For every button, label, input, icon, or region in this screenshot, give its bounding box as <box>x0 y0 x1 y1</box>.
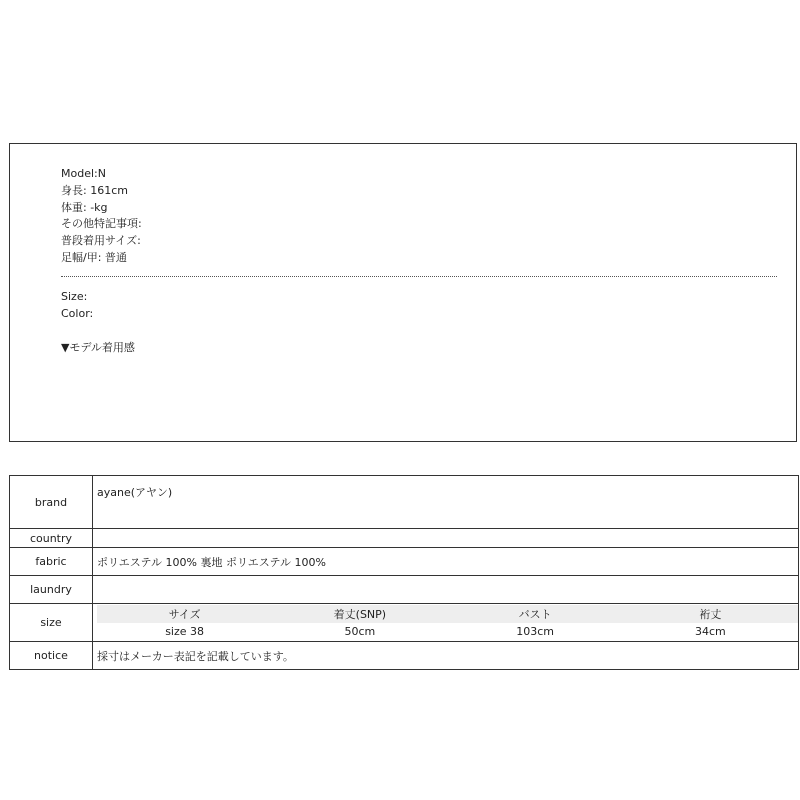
size-value-size: size 38 <box>165 625 205 638</box>
size-value-bust: 103cm <box>516 625 554 638</box>
table-row-notice <box>10 642 799 670</box>
size-chart-cell <box>93 604 799 642</box>
laundry-value <box>93 576 799 604</box>
model-feel-heading: ▼モデル着用感 <box>61 341 135 354</box>
worn-size-label: Size: <box>61 290 88 303</box>
brand-value: ayane(アヤン) <box>93 476 799 529</box>
worn-color-label: Color: <box>61 306 94 320</box>
laundry-label: laundry <box>10 576 93 604</box>
model-details <box>61 166 142 267</box>
brand-label: brand <box>10 476 93 529</box>
worn-spec <box>61 289 93 323</box>
model-height: 身長: 161cm <box>61 183 128 197</box>
table-row-country <box>10 529 799 548</box>
size-value-length: 50cm <box>344 625 376 638</box>
size-header-bust: バスト <box>448 605 623 623</box>
size-chart <box>97 605 798 641</box>
size-header-size: サイズ <box>97 605 272 623</box>
model-foot-width: 足幅/甲: 普通 <box>61 250 127 264</box>
size-chart-row <box>97 623 798 641</box>
table-row-fabric <box>10 548 799 576</box>
model-usual-size: 普段着用サイズ: <box>61 234 141 248</box>
size-header-length: 着丈(SNP) <box>272 605 447 623</box>
size-chart-header <box>97 605 798 623</box>
size-header-sleeve: 裄丈 <box>623 605 798 623</box>
table-row-size <box>10 604 799 642</box>
notice-label: notice <box>10 642 93 670</box>
table-row-laundry <box>10 576 799 604</box>
country-value <box>93 529 799 548</box>
dotted-divider <box>61 276 777 277</box>
country-label: country <box>10 529 93 548</box>
model-weight: 体重: -kg <box>61 200 108 214</box>
fabric-value: ポリエステル 100% 裏地 ポリエステル 100% <box>93 548 799 576</box>
model-name: Model:N <box>61 167 106 180</box>
size-label: size <box>10 604 93 642</box>
notice-value: 採寸はメーカー表記を記載しています。 <box>93 642 799 670</box>
size-value-sleeve: 34cm <box>694 625 726 638</box>
product-info-table <box>9 475 799 670</box>
model-notes: その他特記事項: <box>61 217 142 231</box>
table-row-brand <box>10 476 799 529</box>
fabric-label: fabric <box>10 548 93 576</box>
model-info-box <box>9 143 797 442</box>
